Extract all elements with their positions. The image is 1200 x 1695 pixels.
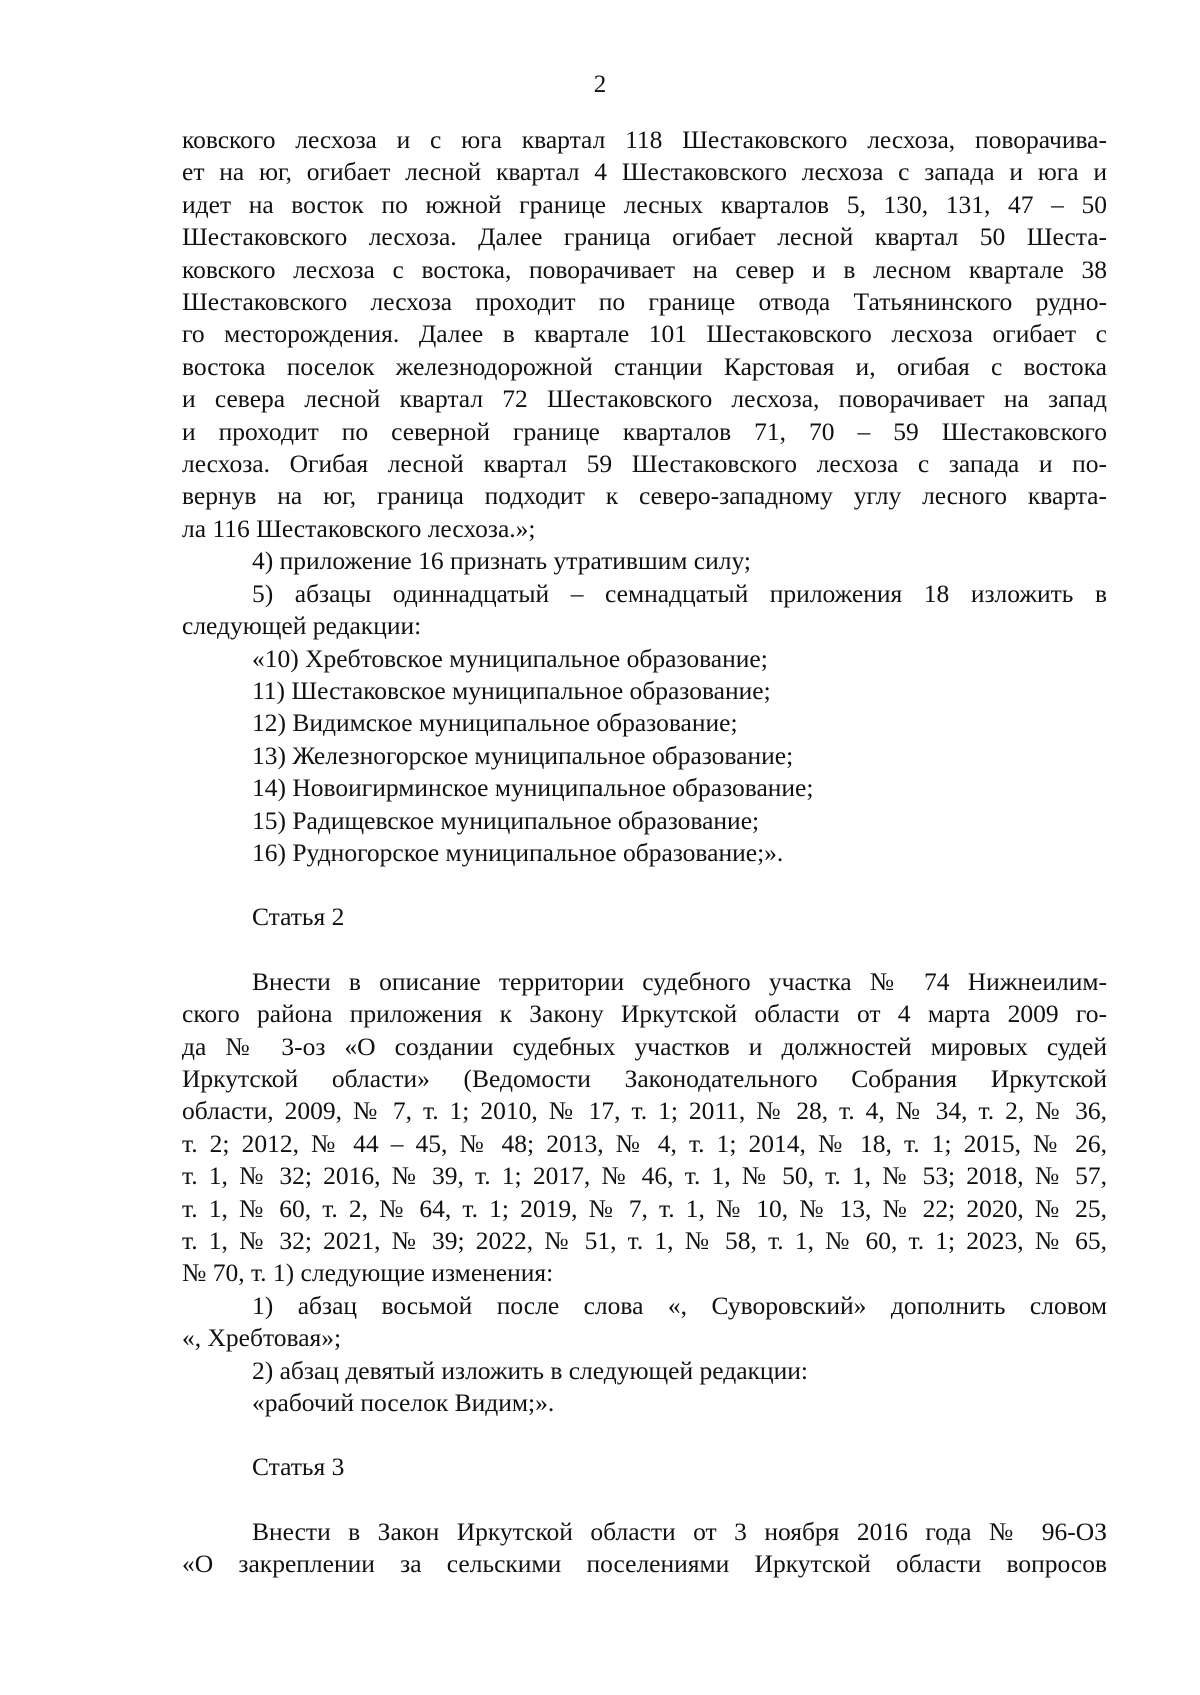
text-line: т. 1, № 32; 2021, № 39; 2022, № 51, т. 1, № 58, т. 1, № 60, т. 1; 2023, № 65, xyxy=(182,1226,1107,1255)
article-3-title: Статья 3 xyxy=(252,1452,345,1482)
list-item: 15) Радищевское муниципальное образование; xyxy=(252,805,760,835)
list-item: 11) Шестаковское муниципальное образование; xyxy=(252,675,771,705)
text-line: Иркутской области» (Ведомости Законодательного Собрания Иркутской xyxy=(182,1063,1107,1093)
text-line: идет на восток по южной границе лесных кварталов 5, 130, 131, 47 – 50 xyxy=(182,189,1107,219)
text-line: востока поселок железнодорожной станции Карстовая и, огибая с востока xyxy=(182,351,1107,381)
text-line: ского района приложения к Закону Иркутской области от 4 марта 2009 го- xyxy=(182,999,1107,1029)
text-line: «, Хребтовая»; xyxy=(182,1323,342,1353)
list-item: 14) Новоигирминское муниципальное образование; xyxy=(252,773,814,803)
text-line: № 70, т. 1) следующие изменения: xyxy=(182,1258,554,1288)
text-line: го месторождения. Далее в квартале 101 Шестаковского лесхоза огибает с xyxy=(182,319,1107,349)
list-item: 13) Железногорское муниципальное образование; xyxy=(252,740,794,770)
text-line: и проходит по северной границе кварталов 71, 70 – 59 Шестаковского xyxy=(182,416,1107,446)
text-line: следующей редакции: xyxy=(182,611,422,641)
text-line: 5) абзацы одиннадцатый – семнадцатый приложения 18 изложить в xyxy=(252,578,1107,608)
article-3-body xyxy=(182,1516,1107,1581)
text-line: ковского лесхоза с востока, поворачивает на север и в лесном квартале 38 xyxy=(182,254,1107,284)
document-body xyxy=(182,124,1107,1581)
text-line: т. 1, № 60, т. 2, № 64, т. 1; 2019, № 7, т. 1, № 10, № 13, № 22; 2020, № 25, xyxy=(182,1193,1107,1223)
text-line: 1) абзац восьмой после слова «, Суворовский» дополнить словом xyxy=(252,1290,1107,1320)
text-line: Внести в Закон Иркутской области от 3 ноября 2016 года № 96-ОЗ xyxy=(252,1516,1107,1546)
page-number: 2 xyxy=(593,71,607,98)
text-line: т. 1, № 32; 2016, № 39, т. 1; 2017, № 46, т. 1, № 50, т. 1, № 53; 2018, № 57, xyxy=(182,1161,1107,1191)
text-line: да № 3-оз «О создании судебных участков и должностей мировых судей xyxy=(182,1031,1107,1061)
text-line: вернув на юг, граница подходит к северо-западному углу лесного кварта- xyxy=(182,481,1107,511)
text-line: лесхоза. Огибая лесной квартал 59 Шестаковского лесхоза с запада и по- xyxy=(182,449,1107,479)
article-2-title: Статья 2 xyxy=(252,902,345,932)
list-item: «10) Хребтовское муниципальное образование; xyxy=(252,643,768,673)
text-line: области, 2009, № 7, т. 1; 2010, № 17, т. 1; 2011, № 28, т. 4, № 34, т. 2, № 36, xyxy=(182,1096,1107,1126)
text-line: «О закреплении за сельскими поселениями Иркутской области вопросов xyxy=(182,1549,1107,1579)
item-5 xyxy=(182,578,1107,643)
municipal-list xyxy=(182,643,1107,870)
article-2-item-2-quote: «рабочий поселок Видим;». xyxy=(252,1388,555,1418)
article-2-item-1 xyxy=(182,1290,1107,1355)
list-item: 16) Рудногорское муниципальное образование;». xyxy=(252,837,784,867)
text-line: Шестаковского лесхоза. Далее граница огибает лесной квартал 50 Шеста- xyxy=(182,222,1107,252)
article-2-item-2: 2) абзац девятый изложить в следующей редакции: xyxy=(252,1355,808,1385)
text-line: ковского лесхоза и с юга квартал 118 Шестаковского лесхоза, поворачива- xyxy=(182,125,1107,154)
list-item: 12) Видимское муниципальное образование; xyxy=(252,708,738,738)
article-2-body xyxy=(182,966,1107,1290)
text-line: и севера лесной квартал 72 Шестаковского лесхоза, поворачивает на запад xyxy=(182,384,1107,414)
text-line: т. 2; 2012, № 44 – 45, № 48; 2013, № 4, т. 1; 2014, № 18, т. 1; 2015, № 26, xyxy=(182,1128,1107,1158)
text-line: ет на юг, огибает лесной квартал 4 Шестаковского лесхоза с запада и юга и xyxy=(182,157,1107,187)
text-line: ла 116 Шестаковского лесхоза.»; xyxy=(182,513,536,543)
text-line: Шестаковского лесхоза проходит по границе отвода Татьянинского рудно- xyxy=(182,287,1107,317)
item-4: 4) приложение 16 признать утратившим силу; xyxy=(252,546,751,576)
continuation-paragraph xyxy=(182,124,1107,545)
text-line: Внести в описание территории судебного участка № 74 Нижнеилим- xyxy=(252,966,1107,996)
